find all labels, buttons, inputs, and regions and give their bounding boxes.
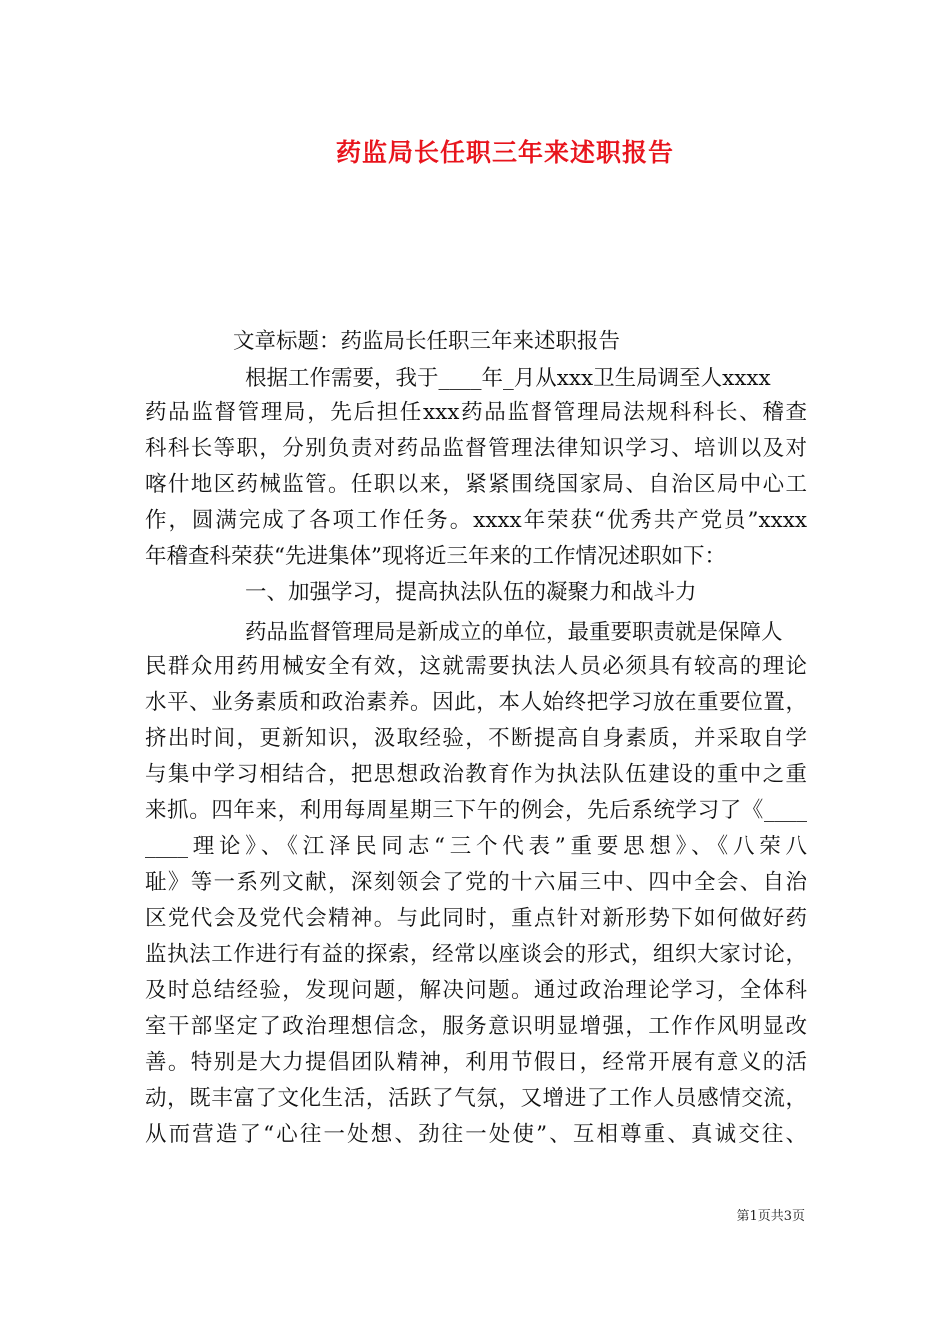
paragraph-line: 民群众用药用械安全有效，这就需要执法人员必须具有较高的理论 [145, 654, 807, 679]
paragraph-line: 及时总结经验，发现问题，解决问题。通过政治理论学习，全体科 [145, 978, 807, 1003]
paragraph-line: 年稽查科荣获“先进集体”现将近三年来的工作情况述职如下： [145, 544, 726, 569]
paragraph-line: 室干部坚定了政治理想信念，服务意识明显增强，工作作风明显改 [145, 1014, 807, 1039]
paragraph-line: 从而营造了“心往一处想、劲往一处使”、互相尊重、真诚交往、 [145, 1122, 807, 1147]
paragraph-line: 喀什地区药械监管。任职以来，紧紧围绕国家局、自治区局中心工 [145, 472, 807, 497]
article-heading-line: 文章标题：药监局长任职三年来述职报告 [233, 329, 621, 354]
paragraph-line: 作，圆满完成了各项工作任务。xxxx年荣获“优秀共产党员”xxxx [145, 508, 807, 533]
paragraph-line: 耻》等一系列文献，深刻领会了党的十六届三中、四中全会、自治 [145, 870, 807, 895]
paragraph-line: 水平、业务素质和政治素养。因此，本人始终把学习放在重要位置， [145, 690, 807, 715]
paragraph-line: 与集中学习相结合，把思想政治教育作为执法队伍建设的重中之重 [145, 762, 807, 787]
paragraph-line: 科科长等职，分别负责对药品监督管理法律知识学习、培训以及对 [145, 436, 807, 461]
document-title: 药监局长任职三年来述职报告 [335, 138, 674, 167]
paragraph-line: 根据工作需要，我于____年_月从xxx卫生局调至人xxxx [245, 366, 771, 391]
paragraph-line: ____理论》、《江泽民同志“三个代表”重要思想》、《八荣八 [145, 834, 807, 859]
paragraph-line: 动，既丰富了文化生活，活跃了气氛，又增进了工作人员感情交流， [145, 1086, 807, 1111]
paragraph-line: 药品监督管理局是新成立的单位，最重要职责就是保障人 [245, 620, 783, 645]
paragraph-line: 区党代会及党代会精神。与此同时，重点针对新形势下如何做好药 [145, 906, 807, 931]
paragraph-line: 善。特别是大力提倡团队精神，利用节假日，经常开展有意义的活 [145, 1050, 807, 1075]
page-number-footer: 第1页共3页 [736, 1209, 805, 1224]
paragraph-line: 挤出时间，更新知识，汲取经验，不断提高自身素质，并采取自学 [145, 726, 807, 751]
section-heading: 一、加强学习，提高执法队伍的凝聚力和战斗力 [245, 580, 697, 605]
paragraph-line: 来抓。四年来，利用每周星期三下午的例会，先后系统学习了《____ [145, 798, 807, 823]
paragraph-line: 药品监督管理局，先后担任xxx药品监督管理局法规科科长、稽查 [145, 400, 807, 425]
paragraph-line: 监执法工作进行有益的探索，经常以座谈会的形式，组织大家讨论， [145, 942, 807, 967]
